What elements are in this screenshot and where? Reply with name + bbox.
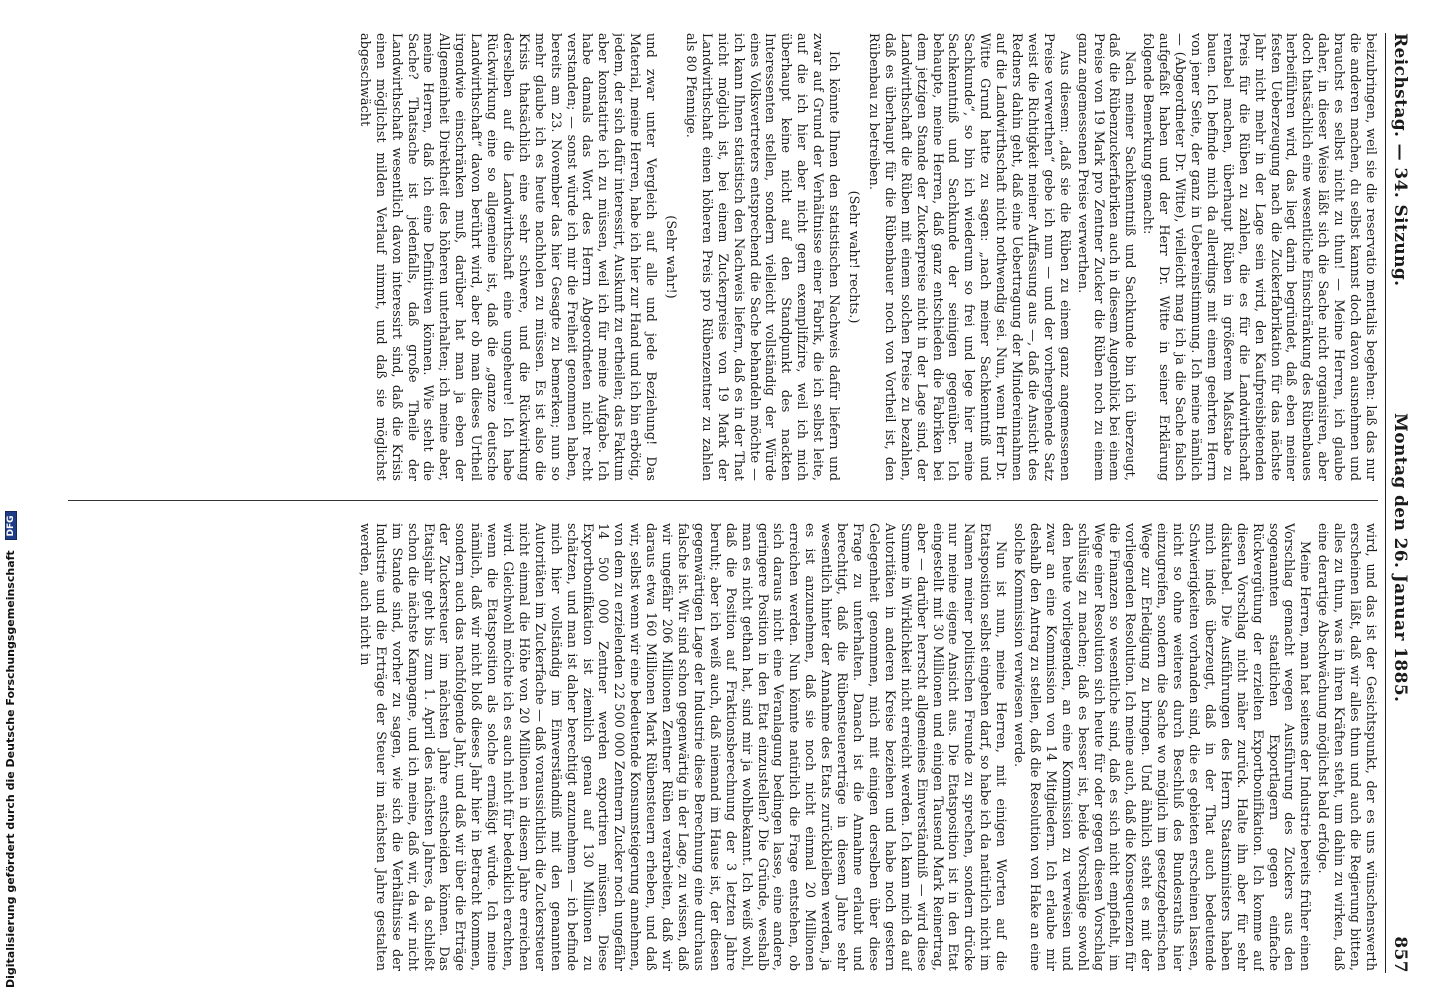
paragraph: Nach meiner Sachkenntniß und Sachkunde bin ich überzeugt, daß die Rübenzuckerfabriken auch in diesem Augenblick bei einem Preise von 19 Mark pro Zentner Zucker die Rüben noch zu einem ganz angemessenen Preise verwerthen. [1074, 33, 1138, 481]
dfg-logo: DFG [5, 511, 17, 540]
interjection: (Sehr wahr!) [663, 215, 679, 299]
paragraph: Nun ist nun, meine Herren, mit einigen Worten auf die Etatsposition selbst eingehen darf, so habe ich da natürlich nicht im Namen meiner politischen Freunde zu sprechen, sondern drücke nur meine eigene Ansicht aus. Die Etatsposition ist in den Etat eingestellt mit 30 Millionen und einigen Tausend Mark Reinertrag, aber — darüber herrscht allgemeines Einverständniß — wird diese Summe in Wirklichkeit nicht erreicht werden. Ich kann mich da auf Autoritäten in anderen Kreise beziehen und habe noch gestern Gelegenheit genommen, mich mit einigen derselben über diese Frage zu unterhalten. Danach ist die Annahme erlaubt und berechtigt, daß die Rübensteuererträge in diesem Jahre sehr wesentlich hinter der Annahme des Etats zurückbleiben werden, ja es ist anzunehmen, daß sie noch nicht einmal 20 Millionen erreichen werden. Nun könnte natürlich die Frage entstehen, ob sich daraus nicht eine Veranlagung bedingen lasse, eine andere, geringere Position in den Etat einzustellen? Die Gründe, weshalb man es nicht gethan hat, sind mir ja wohlbekannt. Ich weiß wohl, daß die Position auf Fraktionsberechnung der 3 letzten Jahre beruht; aber ich weiß auch, daß niemand im Hause ist, der diesen gegenwärtigen Lage der Industrie diese Berechnung eine durchaus falsche ist. Wir sind schon gegenwärtig in der Lage, zu wissen, daß wir ungefähr 206 Millionen Zentner Rüben verarbeiten, daß wir daraus etwa 160 Millionen Mark Rübensteuern erheben, und daß wir, selbst wenn wir eine bedeutende Konsumsteigerung annehmen, von dem zu erzielenden 22 500 000 Zentnern Zucker noch ungefähr 14 500 000 Zentner werden exportiren müssen. Diese Exportbonifikation ist ziemlich genau auf 130 Millionen zu schätzen, und man ist daher berechtigt anzunehmen — ich befinde mich hier vollständig im Einverständniß mit den genannten Autoritäten im Zuckerfache — daß voraussichtlich die Zuckersteuer nicht einmal die Höhe von 20 Millionen in diesem Jahre erreichen wird. Gleichwohl möchte ich es auch nicht für bedenklich erachten, wenn die Etatsposition als solche ermäßigt würde. Ich meine nämlich, daß wir nicht bloß dieses Jahr hier in Betracht kommen, sondern auch das nachfolgende Jahr, und daß wir über die Erträge der Zuckersteuer im nächsten Jahre entscheiden können. Das Etatsjahr geht bis zum 1. April des nächsten Jahres, da schließt schon die nächste Kampagne, und ich meine, daß wir, da wir nicht im Stande sind, vorher zu sagen, wie sich die Verhältnisse der Industrie und die Erträge der Steuer im nächsten Jahre gestalten werden, auch nicht in [356, 523, 1009, 971]
header-rule [1385, 33, 1386, 973]
right-column [58, 523, 1378, 971]
paragraph: Ich könnte Ihnen den statistischen Nachweis dafür liefern und zwar auf Grund der Verhältnisse einer Fabrik, die ich selbst leite, auf die ich hier aber nicht gern exemplifizire, weil ich mich überhaupt keine nicht auf den Standpunkt des nackten Interessenten stellen, sondern vielleicht vollständig der Würde eines Volksvertreters entsprechend die Sache behandeln möchte — ich kann Ihnen statistisch den Nachweis liefern, daß es in der That nicht möglich ist, bei einem Zuckerpreise von 19 Mark der Landwirthschaft einen höheren Preis pro Rübenzentner zu zahlen als 80 Pfennige. [682, 33, 842, 481]
running-head-date: Montag den 26. Januar 1885. [1390, 413, 1410, 703]
paragraph: Meine Herren, man hat seitens der Industrie bereits früher einen Vorschlag gemacht wegen Ausführung des Zuckers aus den sogenannten staatlichen Exportlagern gegen einfache Rückvergütung der erzielten Exportbonifikation. Ich komme auf diesen Vorschlag nicht näher zurück. Halte ihn aber für sehr diskutabel. Die Ausführungen des Herrn Staatsministers haben mich indeß überzeugt, daß in der That auch bedeutende Schwierigkeiten vorhanden sind, die es gebieten erscheinen lassen, nicht so ohne weiteres durch Beschluß des Bundesraths hier einzugreifen, sondern die Sache wo möglich im gesetzgeberischen Wege zur Erledigung zu bringen. Und ähnlich steht es mit der vorliegenden Resolution. Ich meine auch, daß die Konsequenzen für die Finanzen so wesentliche sind, daß es sich nicht empfiehlt, im Wege einer Resolution sich heute für oder gegen diesen Vorschlag schlüssig zu machen; daß es besser ist, beide Vorschläge sowohl den heute vorliegenden, an eine Kommission zu verweisen und zwar an eine Kommission von 14 Mitgliedern. Ich erlaube mir deshalb den Antrag zu stellen, daß die Resolution von Hake an eine solche Kommission verwiesen werde. [1011, 523, 1313, 971]
running-head [1386, 33, 1416, 973]
column-divider [68, 500, 1378, 501]
interjection: (Sehr wahr! rechts.) [846, 190, 861, 324]
rotated-page-content [18, 5, 1418, 995]
paragraph: beizubringen, weil sie die reservatio mentalis begehen: laß das nur die anderen machen, du selbst kannst doch davon ausnehmen und brauchst es selbst nicht zu thun! — Meine Herren, ich glaube daher, in dieser Weise läßt sich die Sache nicht organisiren, aber doch thatsächlich eine wesentliche Einschränkung des Rübenbaues herbeiführen wird, das liegt darin begründet, daß eben meiner festen Ueberzeugung nach die Zuckerfabrikation für das nächste Jahr nicht mehr in der Lage sein wird, den Kaufpreisbietenden Preis für die Rüben zu zahlen, die es für die Landwirthschaft rentabel machen, überhaupt Rüben in größerem Maßstabe zu bauen. Ich befinde mich da allerdings mit einem geehrten Herrn von jener Seite, der ganz in Uebereinstimmung. Ich meine nämlich — (Abgeordneter Dr. Witte), vielleicht mag ich ja die Sache falsch aufgefaßt haben und der Herr Dr. Witte in seiner Erklärung folgende Bemerkung gemacht: [1140, 33, 1378, 481]
paragraph: wird, und das ist der Gesichtspunkt, der es uns wünschenswerth erscheinen läßt, daß wir alles thun und auch die Regierung bitten, alles zu thun, was in ihren Kräften steht, um dahin zu wirken, daß eine derartige Abschwächung möglichst bald erfolge. [1315, 523, 1378, 971]
page-number: 857 [1390, 936, 1410, 973]
digitization-credit [4, 511, 17, 988]
paragraph: Aus diesem: „daß sie die Rüben zu einem ganz angemessenen Preise verwerthen“ gebe ich nun — und der vorhergehende Satz weist die Richtigkeit meiner Auffassung aus —, daß die Ansicht des Redners dahin geht, daß eine Uebertragung der Mindereinnahmen auf die Landwirthschaft nicht nothwendig sei. Nun, wenn Herr Dr. Witte Grund hatte zu sagen: „nach meiner Sachkenntniß und Sachkunde“, so bin ich wiederum so frei und lege hier meine Sachkenntniß und Sachkunde der seinigen gegenüber. Ich behaupte, meine Herren, daß ganz entschieden die Fabriken bei dem jetzigen Stande der Zuckerpreise nicht in der Lage sind, der Landwirthschaft die Rüben mit einem solchen Preise zu bezahlen, daß es überhaupt für die Rübenbauer noch von Vortheil ist, den Rübenbau zu betreiben. [865, 33, 1072, 481]
paragraph: und zwar unter Vergleich auf alle und jede Beziehung! Das Material, meine Herren, habe ich hier zur Hand und ich bin erbötig, jedem, der sich dafür interessirt, Auskunft zu ertheilen; das Faktum aber konstatirte ich zu müssen, weil ich für meine Aufgabe. Ich habe damals das Wort des Herrn Abgeordneten nicht recht verstanden; — sonst würde ich mir die Freiheit genommen haben, bereits am 23. November das hier Gesagte zu bemerken; nun so mehr glaube ich es heute nachholen zu müssen. Es ist also die Krisis thatsächlich eine sehr schwere, und die Rückwirkung derselben auf die Landwirthschaft eine ungeheure! Ich habe Rückwirkung eine so allgemeine ist, daß die „ganze deutsche Landwirthschaft“ davon berührt wird, aber ob man dieses Urtheil irgendwie einschränken muß, darüber hat man ja eben der Allgemeinheit Direktheit des höheren unterhalten; ich meine aber, meine Herren, daß ich eine Definitiven können. Wie steht die Sache? Thatsache ist jedenfalls, daß große Theile der Landwirthschaft wesentlich davon interessirt sind, daß die Krisis einen möglichst milden Verlauf nimmt, und daß sie möglichst abgeschwächt [356, 33, 659, 481]
running-head-session: Reichstag. — 34. Sitzung. [1390, 33, 1410, 287]
left-column [58, 33, 1378, 481]
digitization-credit-text: Digitalisierung gefördert durch die Deutsche Forschungsgemeinschaft [4, 550, 17, 988]
